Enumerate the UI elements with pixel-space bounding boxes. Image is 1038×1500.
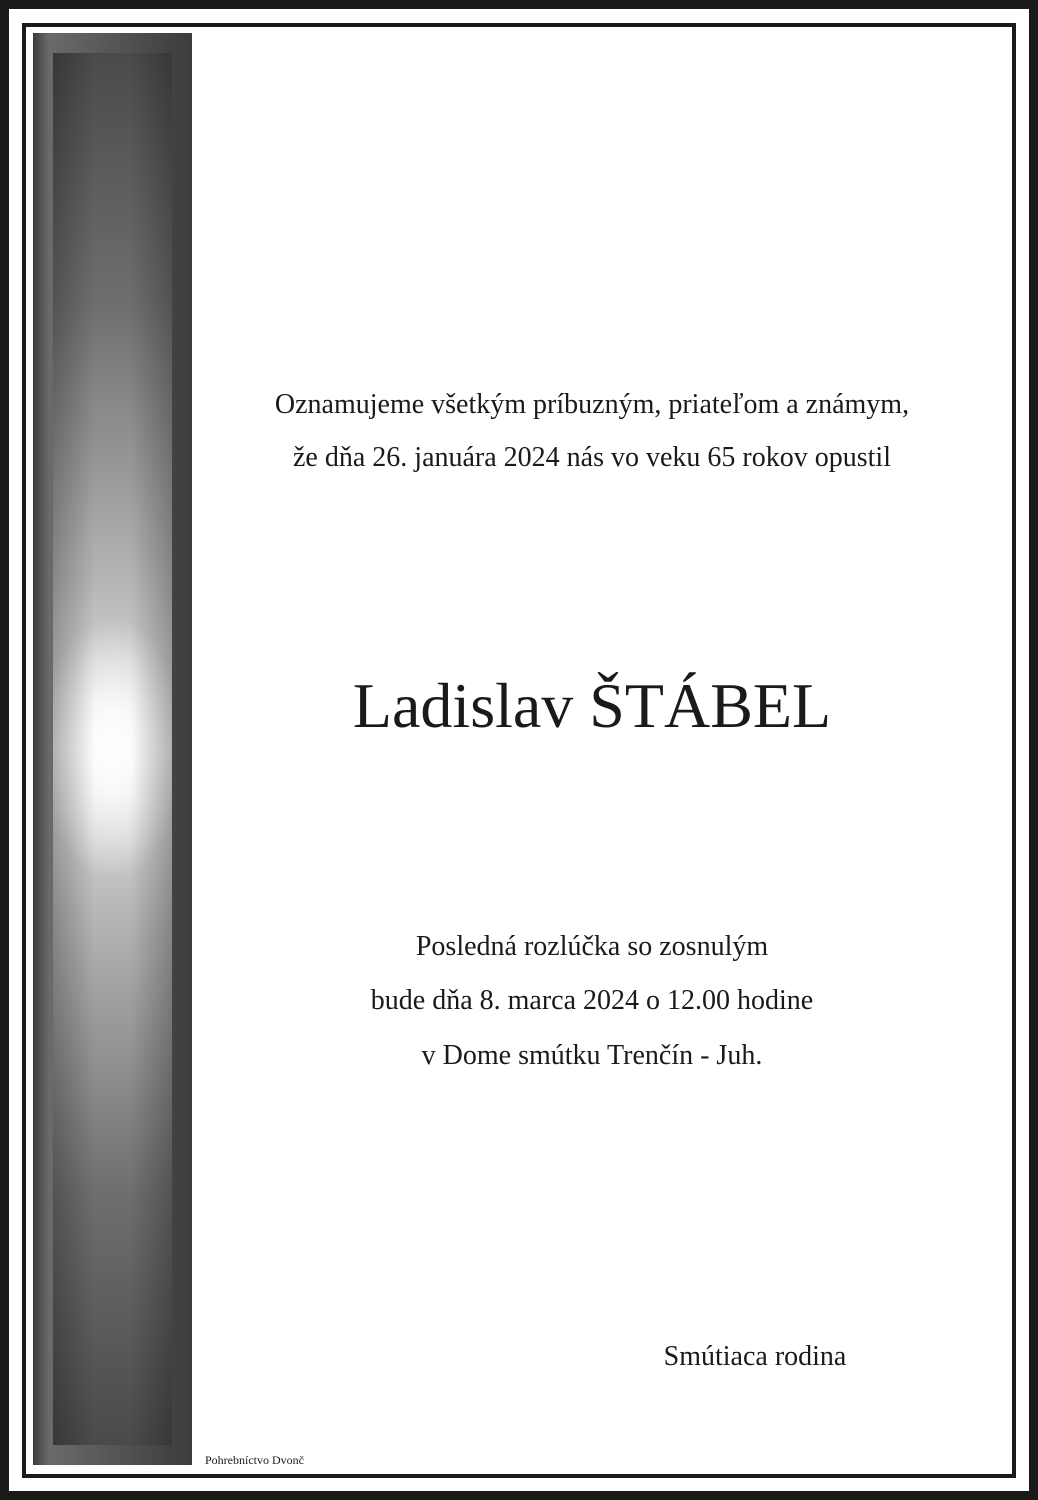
announcement-line-1: Oznamujeme všetkým príbuzným, priateľom a známym, [274, 389, 910, 420]
farewell-line-3: v Dome smútku Trenčín - Juh. [421, 1040, 763, 1071]
gradient-bar-highlight [53, 53, 172, 1445]
signature: Smútiaca rodina [663, 1341, 847, 1372]
farewell-line-2: bude dňa 8. marca 2024 o 12.00 hodine [370, 985, 814, 1016]
farewell-line-1: Posledná rozlúčka so zosnulým [415, 931, 769, 962]
decorative-gradient-bar [33, 33, 192, 1465]
funeral-service-credit: Pohrebníctvo Dvonč [205, 1453, 304, 1467]
deceased-name: Ladislav ŠTÁBEL [352, 670, 832, 741]
announcement-line-2: že dňa 26. januára 2024 nás vo veku 65 rokov opustil [293, 442, 891, 473]
